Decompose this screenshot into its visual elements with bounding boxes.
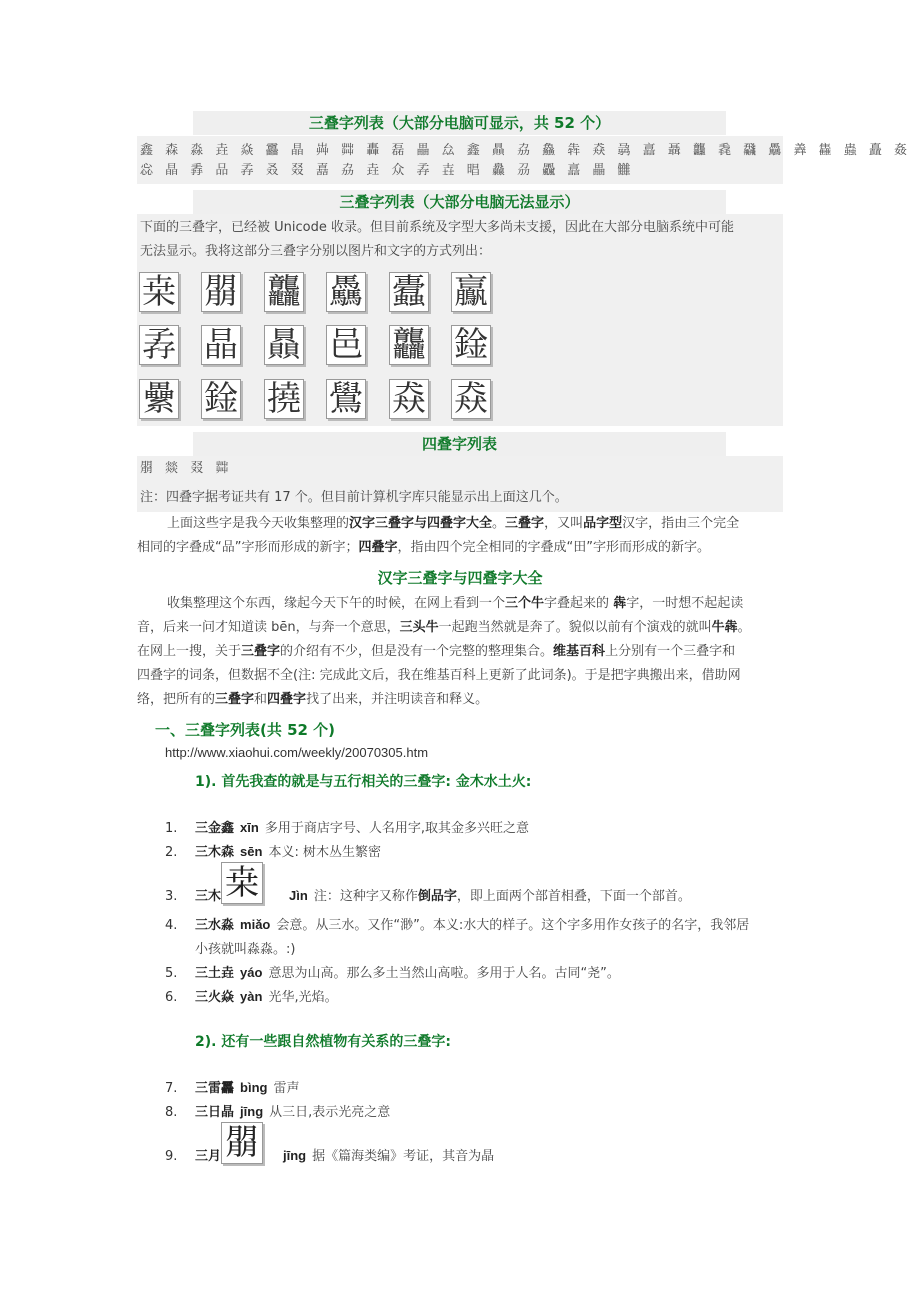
keyword: 四叠字	[358, 540, 398, 555]
glyph-image: 猋	[389, 379, 429, 419]
subheading-nature: 2). 还有一些跟自然植物有关系的三叠字:	[195, 1034, 451, 1050]
keyword: 三个牛	[505, 596, 545, 611]
glyph-image: 邑	[326, 325, 366, 365]
keyword: 四叠字	[267, 692, 307, 707]
source-link[interactable]: http://www.xiaohui.com/weekly/20070305.htm	[165, 745, 429, 760]
list-item: 1. 三金鑫 xīn 多用于商店字号、人名用字,取其金多兴旺之意	[165, 820, 529, 836]
article-paragraph: 收集整理这个东西，缘起今天下午的时候，在网上看到一个三个牛字叠起来的 犇字，一时想不起起读 音，后来一问才知道读 bēn，与奔一个意思，三头牛一起跑当然就是奔了。貌似以前有个演戏的就叫牛犇。 在网上一搜，关于三叠字的介绍有不少，但是没有一个完整的整理集合。维基百科上分别有一个三叠字和 四叠字的词条，但数据不全(注: 完成此文后，我在维基百科上更新了此词条)。于是把字典搬出来，借助网 络，把所有的三叠字和四叠字找了出来，并注明读音和释义。	[137, 596, 751, 707]
glyph-image: 鍂	[201, 379, 241, 419]
keyword: 犇	[613, 596, 627, 611]
keyword: 汉字三叠字与四叠字大全	[349, 516, 493, 531]
article-heading: 汉字三叠字与四叠字大全	[377, 569, 543, 587]
section-title-four-stack: 四叠字列表	[193, 432, 726, 456]
keyword: 三叠字	[215, 692, 255, 707]
keyword: 三叠字	[241, 644, 281, 659]
keyword: 维基百科	[553, 644, 606, 659]
glyph-image: 朤	[201, 272, 241, 312]
keyword: 牛犇	[711, 620, 738, 635]
intro-paragraph: 上面这些字是我今天收集整理的汉字三叠字与四叠字大全。三叠字，又叫品字型汉字，指由三个完全 相同的字叠成“品”字形而形成的新字；四叠字，指由四个完全相同的字叠成“田”字形而形成的新字。	[137, 516, 740, 555]
glyph-image: 鍂	[451, 325, 491, 365]
keyword: 三叠字	[505, 516, 545, 531]
glyph-image: 孨	[139, 325, 179, 365]
list-item: 9. 三月 朤 jīng 据《篇海类编》考证，其音为晶	[165, 1123, 495, 1164]
glyph-image: 桒	[221, 862, 263, 904]
glyph-image: 鷽	[326, 379, 366, 419]
subheading-five-elements: 1). 首先我查的就是与五行相关的三叠字: 金木水土火:	[195, 774, 532, 790]
glyph-image: 龘	[264, 272, 304, 312]
keyword: 三头牛	[399, 620, 439, 635]
four-stack-block	[137, 456, 783, 512]
list-item: 5. 三土垚 yáo 意思为山高。那么多土当然山高啦。多用于人名。古同“尧”。	[165, 965, 620, 981]
glyph-image: 龘	[389, 325, 429, 365]
list-item: 3. 三木 桒 Jìn 注：这种字又称作倒品字，即上面两个部首相叠，下面一个部首。	[165, 863, 691, 904]
glyph-image: 朤	[221, 1122, 263, 1164]
four-stack-note: 注：四叠字据考证共有 17 个。但目前计算机字库只能显示出上面这几个。	[140, 490, 568, 505]
section-title-undisplayable: 三叠字列表（大部分电脑无法显示）	[193, 190, 726, 214]
list-item: 7. 三雷靐 bìng 雷声	[165, 1080, 300, 1096]
glyph-image: 纍	[139, 379, 179, 419]
glyph-image: 撓	[264, 379, 304, 419]
list-heading: 一、三叠字列表(共 52 个)	[155, 721, 336, 739]
list-item: 2. 三木森 sēn 本义: 树木丛生繁密	[165, 844, 381, 860]
glyph-image: 鸁	[451, 272, 491, 312]
list-item: 4. 三水淼 miǎo 会意。从三水。又作“渺”。本义:水大的样子。这个字多用作女孩子的名字，我邻居 小孩就叫淼淼。:)	[165, 917, 750, 957]
glyph-image: 猋	[451, 379, 491, 419]
section-title-displayable: 三叠字列表（大部分电脑可显示，共 52 个）	[193, 111, 726, 135]
undisplayable-desc-2: 无法显示。我将这部分三叠字分别以图片和文字的方式列出：	[140, 244, 492, 259]
list-item: 8. 三日晶 jīng 从三日,表示光亮之意	[165, 1104, 391, 1120]
four-stack-chars: 朤 燚 叕 茻	[140, 461, 233, 476]
glyph-image: 贔	[264, 325, 304, 365]
chars-line-2: 惢 晶 掱 品 孨 叒 叕 嚞 劦 垚 众 孨 壵 晿 灥 刕 飍 譶 畾 雦	[140, 163, 635, 178]
glyph-image: 晶	[201, 325, 241, 365]
chars-line-1: 鑫 森 淼 垚 焱 靐 晶 芔 茻 轟 磊 畾 厽 鑫 贔 劦 鱻 犇 猋 骉 譶 聶 龘 毳 飝 驫 羴 雥 蟲 矗 姦	[140, 143, 911, 158]
glyph-image: 桒	[139, 272, 179, 312]
glyph-image: 蠹	[389, 272, 429, 312]
glyph-image: 驫	[326, 272, 366, 312]
list-item: 6. 三火焱 yàn 光华,光焰。	[165, 989, 338, 1005]
undisplayable-desc-1: 下面的三叠字，已经被 Unicode 收录。但目前系统及字型大多尚未支援，因此在大部分电脑系统中可能	[140, 220, 734, 235]
keyword: 品字型	[583, 516, 623, 531]
